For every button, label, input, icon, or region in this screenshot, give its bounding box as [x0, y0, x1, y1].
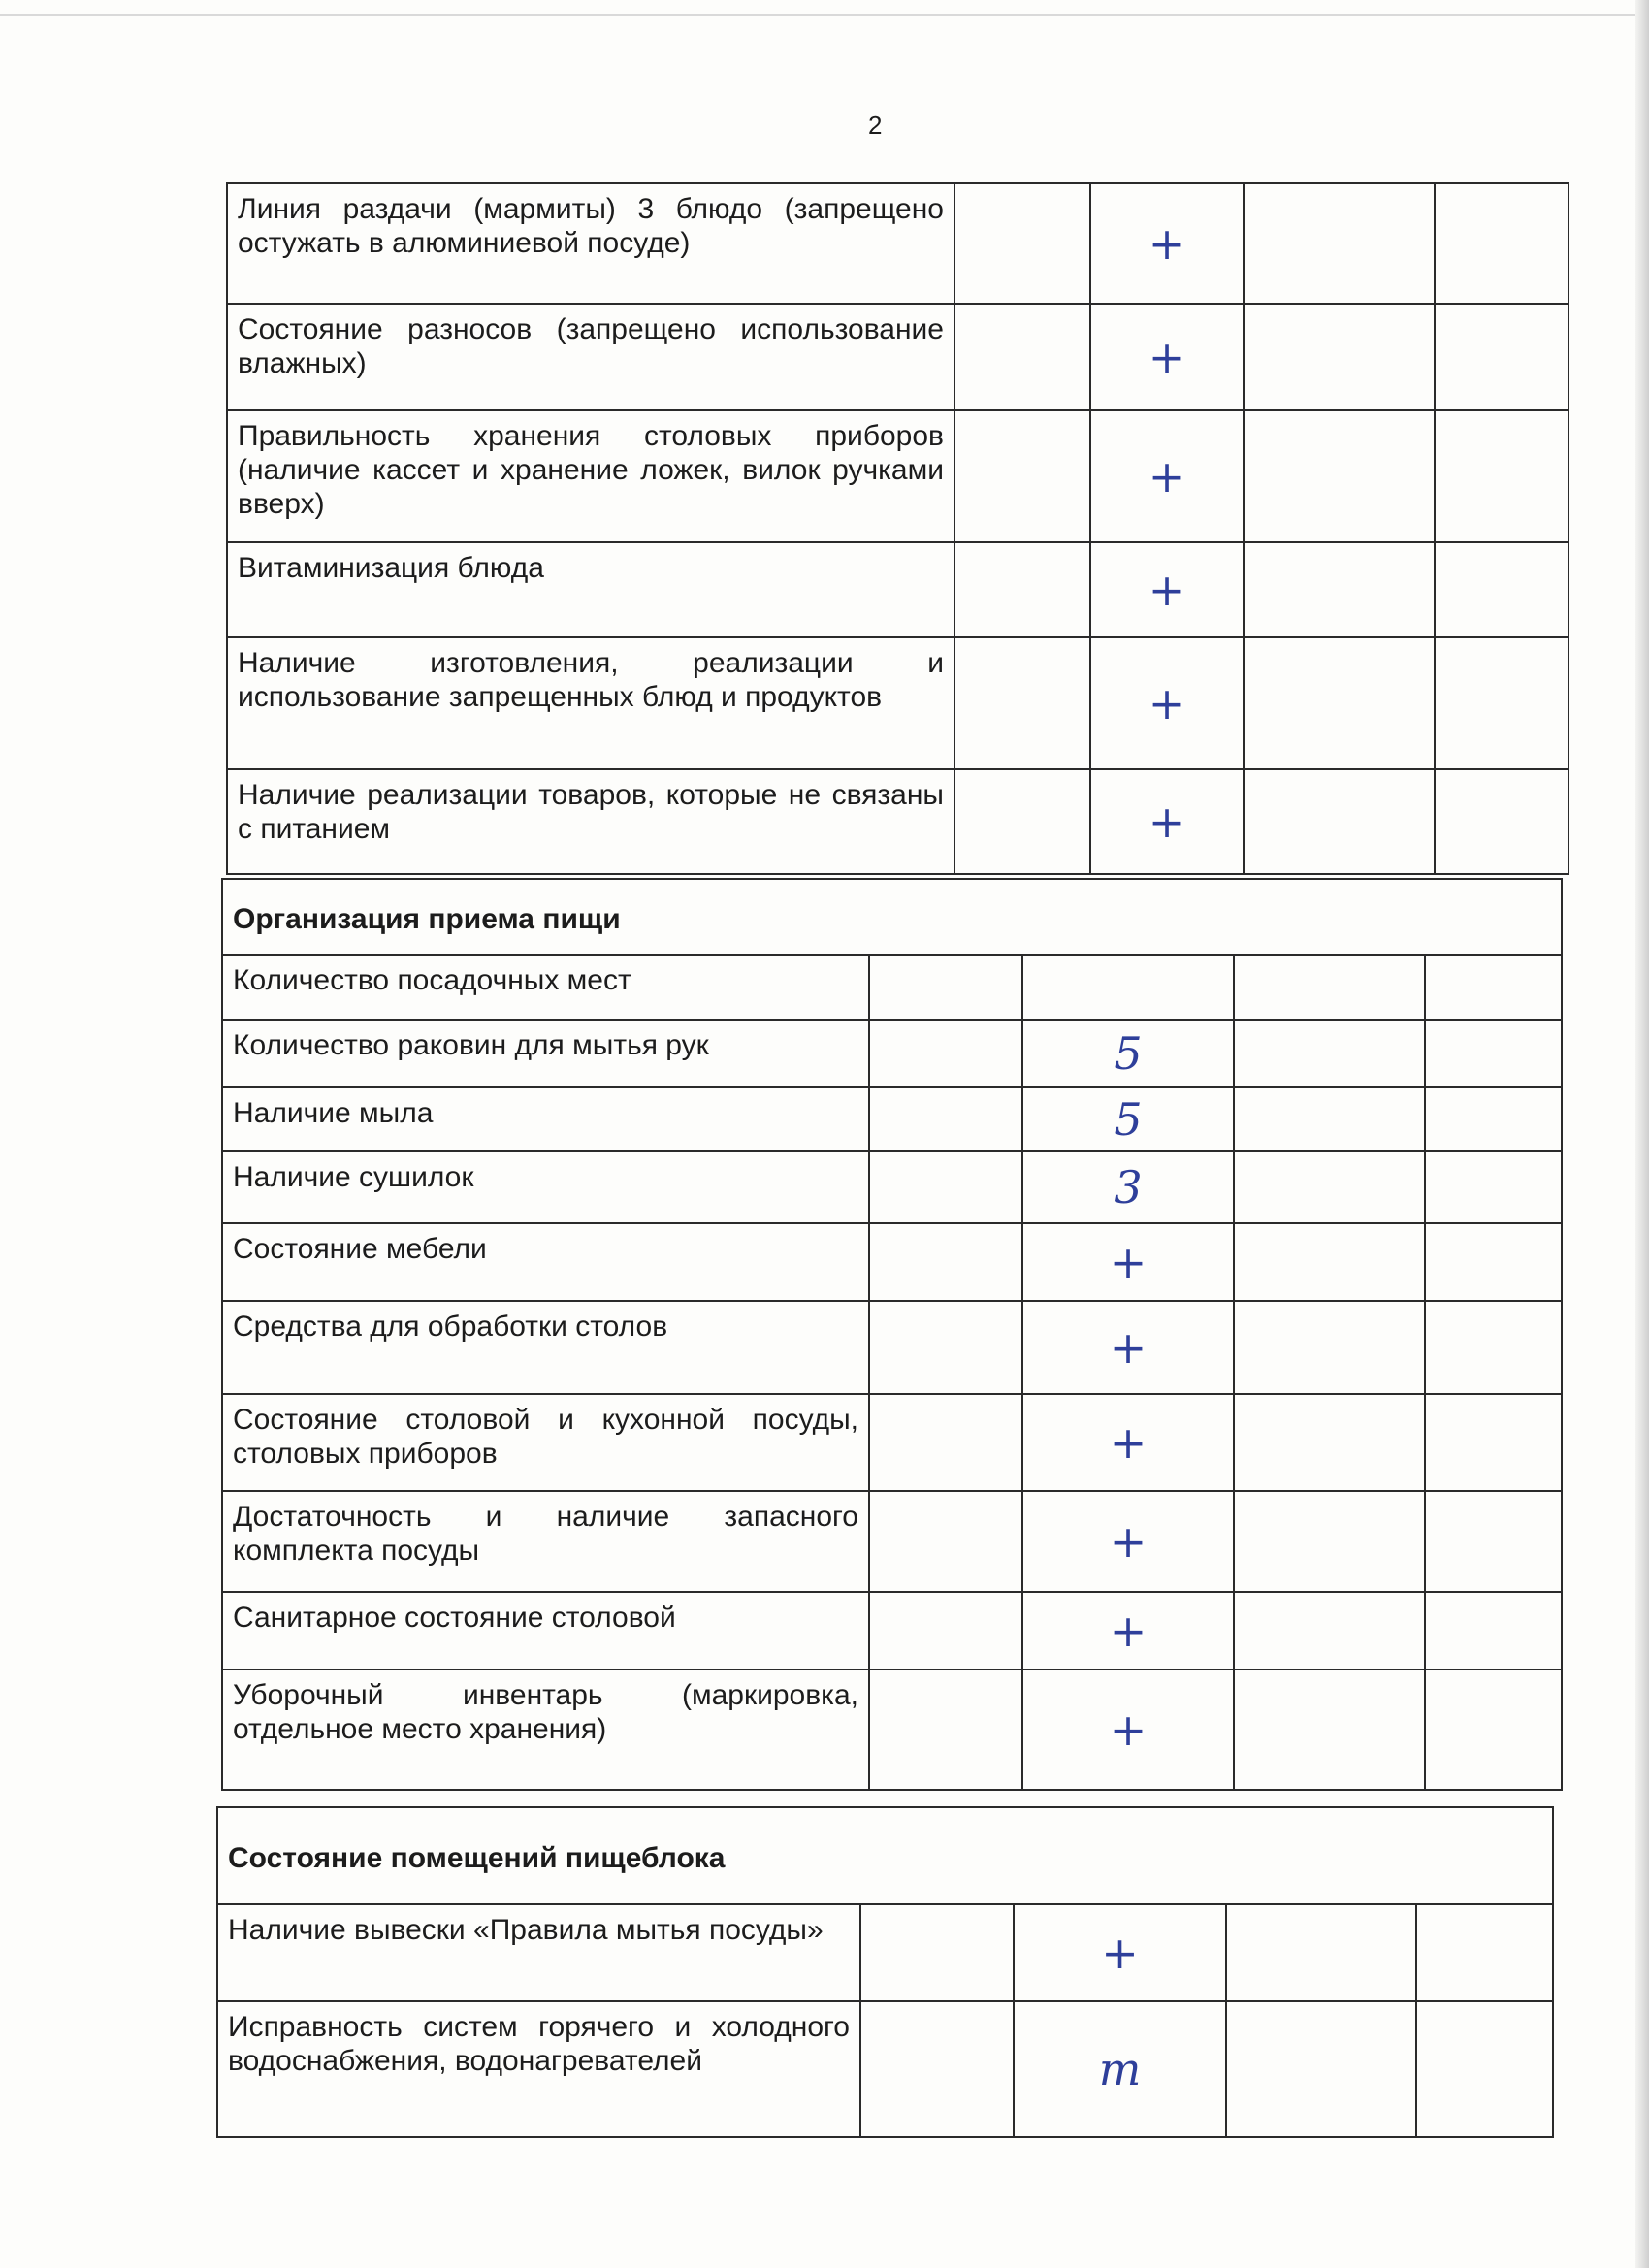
empty-cell: [1234, 1301, 1425, 1394]
empty-cell: [869, 1669, 1022, 1790]
row-label: Количество посадочных мест: [222, 955, 869, 1020]
row-label: Правильность хранения столовых приборов (наличие кассет и хранение ложек, вилок ручками вверх): [227, 410, 954, 542]
empty-cell: [1234, 955, 1425, 1020]
table-row: [217, 2001, 1553, 2137]
empty-cell: [1234, 1151, 1425, 1223]
table-row: [217, 1904, 1553, 2001]
handwritten-mark: [1022, 955, 1234, 1020]
section-header-row: [222, 879, 1562, 955]
empty-cell: [1244, 183, 1435, 304]
inspection-table-rooms: [216, 1806, 1554, 2138]
empty-cell: [1234, 1087, 1425, 1151]
section-title-rooms: Состояние помещений пищеблока: [217, 1807, 1553, 1904]
table-row: [227, 542, 1568, 637]
table-row: [222, 1669, 1562, 1790]
empty-cell: [1234, 1592, 1425, 1669]
row-label: Состояние столовой и кухонной посуды, столовых приборов: [222, 1394, 869, 1491]
row-label: Наличие мыла: [222, 1087, 869, 1151]
section-header-row: [217, 1807, 1553, 1904]
empty-cell: [869, 1223, 1022, 1301]
handwritten-mark: +: [1090, 183, 1244, 304]
row-label: Наличие сушилок: [222, 1151, 869, 1223]
row-label: Уборочный инвентарь (маркировка, отдельное место хранения): [222, 1669, 869, 1790]
inspection-table-part1: [226, 182, 1569, 875]
handwritten-mark: +: [1090, 769, 1244, 874]
empty-cell: [869, 1087, 1022, 1151]
empty-cell: [1435, 410, 1568, 542]
row-label: Наличие изготовления, реализации и использование запрещенных блюд и продуктов: [227, 637, 954, 769]
empty-cell: [1425, 1491, 1562, 1592]
handwritten-mark: +: [1022, 1669, 1234, 1790]
row-label: Исправность систем горячего и холодного водоснабжения, водонагревателей: [217, 2001, 860, 2137]
empty-cell: [1435, 304, 1568, 410]
empty-cell: [1234, 1020, 1425, 1087]
scan-right-edge: [1635, 0, 1649, 2268]
empty-cell: [869, 1301, 1022, 1394]
row-label: Количество раковин для мытья рук: [222, 1020, 869, 1087]
empty-cell: [1435, 183, 1568, 304]
table-row: [227, 183, 1568, 304]
empty-cell: [860, 1904, 1014, 2001]
table-row: [222, 1087, 1562, 1151]
empty-cell: [1234, 1223, 1425, 1301]
empty-cell: [1425, 1020, 1562, 1087]
empty-cell: [869, 955, 1022, 1020]
empty-cell: [1416, 2001, 1553, 2137]
handwritten-mark: +: [1090, 542, 1244, 637]
empty-cell: [1234, 1394, 1425, 1491]
empty-cell: [1425, 1151, 1562, 1223]
empty-cell: [1244, 304, 1435, 410]
table-row: [222, 1223, 1562, 1301]
table-row: [227, 769, 1568, 874]
empty-cell: [1244, 410, 1435, 542]
table-row: [227, 304, 1568, 410]
inspection-table-meals: [221, 878, 1563, 1791]
handwritten-mark: 3: [1022, 1151, 1234, 1223]
table-row: [222, 955, 1562, 1020]
empty-cell: [954, 769, 1090, 874]
empty-cell: [1425, 1669, 1562, 1790]
empty-cell: [1425, 1592, 1562, 1669]
row-label: Состояние мебели: [222, 1223, 869, 1301]
page-number: 2: [868, 111, 883, 140]
table-row: [222, 1151, 1562, 1223]
row-label: Достаточность и наличие запасного комплекта посуды: [222, 1491, 869, 1592]
handwritten-mark: +: [1022, 1394, 1234, 1491]
empty-cell: [869, 1394, 1022, 1491]
empty-cell: [869, 1151, 1022, 1223]
empty-cell: [954, 304, 1090, 410]
handwritten-mark: +: [1022, 1491, 1234, 1592]
empty-cell: [1226, 1904, 1416, 2001]
empty-cell: [1234, 1669, 1425, 1790]
handwritten-mark: +: [1022, 1301, 1234, 1394]
handwritten-mark: +: [1090, 410, 1244, 542]
empty-cell: [954, 542, 1090, 637]
table-row: [222, 1491, 1562, 1592]
empty-cell: [869, 1592, 1022, 1669]
row-label: Наличие реализации товаров, которые не связаны с питанием: [227, 769, 954, 874]
row-label: Наличие вывески «Правила мытья посуды»: [217, 1904, 860, 2001]
handwritten-mark: +: [1014, 1904, 1226, 2001]
empty-cell: [869, 1020, 1022, 1087]
handwritten-mark: т: [1014, 2001, 1226, 2137]
scan-top-edge: [0, 14, 1639, 16]
empty-cell: [1244, 769, 1435, 874]
handwritten-mark: +: [1090, 637, 1244, 769]
handwritten-mark: +: [1090, 304, 1244, 410]
empty-cell: [1244, 637, 1435, 769]
empty-cell: [954, 410, 1090, 542]
empty-cell: [954, 637, 1090, 769]
empty-cell: [1425, 1087, 1562, 1151]
handwritten-mark: +: [1022, 1592, 1234, 1669]
table-row: [222, 1394, 1562, 1491]
row-label: Витаминизация блюда: [227, 542, 954, 637]
table-row: [222, 1020, 1562, 1087]
empty-cell: [869, 1491, 1022, 1592]
empty-cell: [1425, 1223, 1562, 1301]
table-row: [227, 637, 1568, 769]
row-label: Состояние разносов (запрещено использование влажных): [227, 304, 954, 410]
handwritten-mark: +: [1022, 1223, 1234, 1301]
handwritten-mark: 5: [1022, 1020, 1234, 1087]
handwritten-mark: 5: [1022, 1087, 1234, 1151]
row-label: Средства для обработки столов: [222, 1301, 869, 1394]
row-label: Санитарное состояние столовой: [222, 1592, 869, 1669]
empty-cell: [1435, 542, 1568, 637]
empty-cell: [1416, 1904, 1553, 2001]
empty-cell: [1244, 542, 1435, 637]
empty-cell: [1425, 1394, 1562, 1491]
empty-cell: [1435, 637, 1568, 769]
empty-cell: [1226, 2001, 1416, 2137]
table-row: [227, 410, 1568, 542]
section-title-meals: Организация приема пищи: [222, 879, 1562, 955]
table-row: [222, 1301, 1562, 1394]
empty-cell: [1425, 955, 1562, 1020]
empty-cell: [860, 2001, 1014, 2137]
empty-cell: [1425, 1301, 1562, 1394]
empty-cell: [954, 183, 1090, 304]
empty-cell: [1435, 769, 1568, 874]
row-label: Линия раздачи (мармиты) 3 блюдо (запрещено остужать в алюминиевой посуде): [227, 183, 954, 304]
empty-cell: [1234, 1491, 1425, 1592]
table-row: [222, 1592, 1562, 1669]
